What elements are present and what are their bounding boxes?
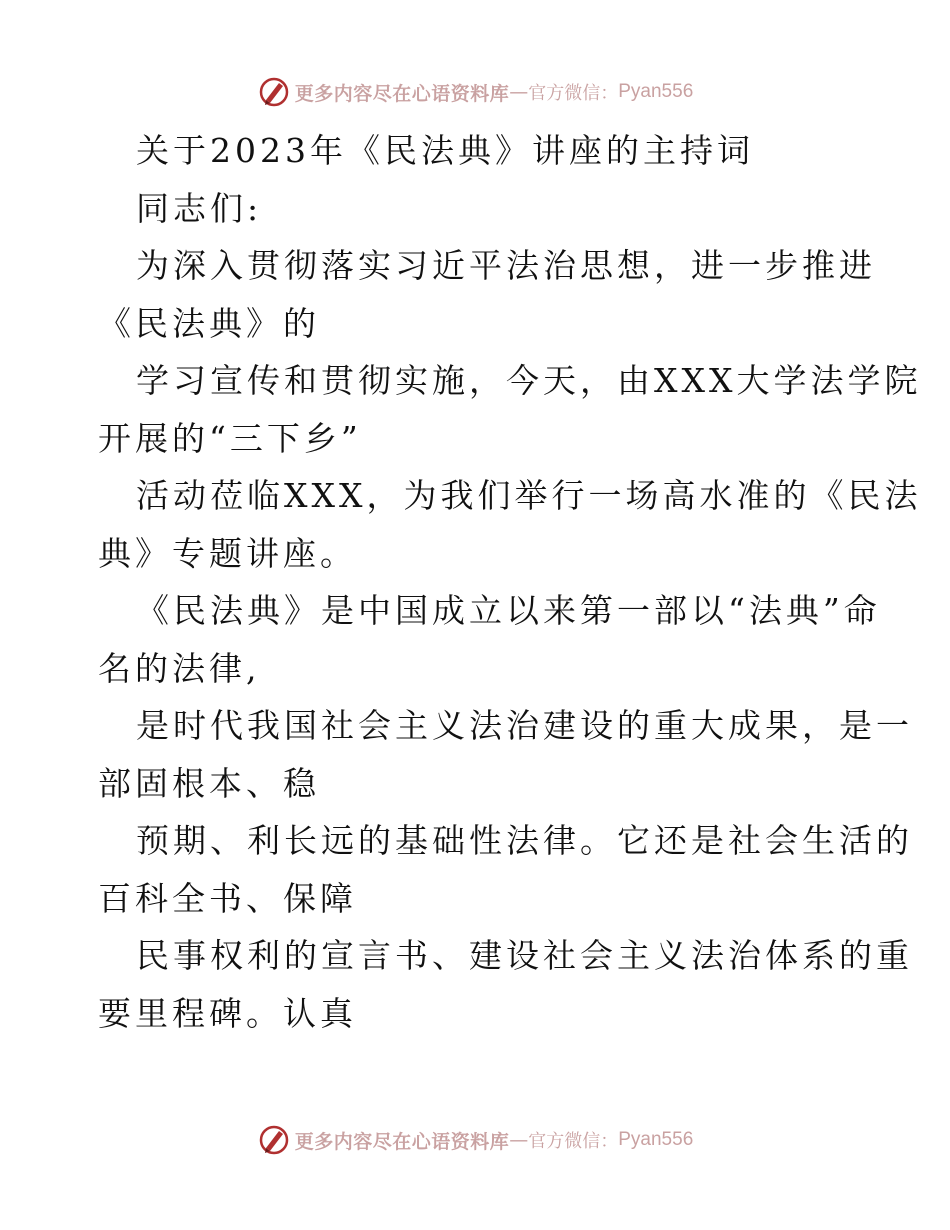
header-watermark-banner: [0, 72, 950, 112]
text-line: 是时代我国社会主义法治建设的重大成果，是一: [136, 706, 913, 745]
watermark-wechat-label: 官方微信：: [528, 83, 619, 104]
text-line: 同志们:: [136, 188, 263, 228]
text-line: 为深入贯彻落实习近平法治思想，进一步推进: [136, 246, 876, 285]
text-line: 名的法律,: [98, 648, 261, 688]
text-line: 要里程碑。认真: [98, 993, 357, 1033]
watermark-wechat-label: 官方微信：: [528, 1131, 619, 1152]
watermark-wechat-id: Pyan556: [618, 81, 694, 102]
watermark-dash: —: [509, 1129, 529, 1151]
pen-logo-icon: [257, 1123, 291, 1157]
text-line: 预期、利长远的基础性法律。它还是社会生活的: [136, 821, 913, 860]
text-line: 《民法典》是中国成立以来第一部以“法典”命: [136, 591, 881, 630]
text-line: 《民法典》的: [98, 303, 320, 343]
text-line: 部固根本、稳: [98, 763, 320, 803]
pen-logo-icon: [257, 75, 291, 109]
text-line: 民事权利的宣言书、建设社会主义法治体系的重: [136, 936, 913, 975]
text-line: 典》专题讲座。: [98, 533, 357, 573]
text-line: 关于2023年《民法典》讲座的主持词: [136, 131, 754, 170]
text-line: 百科全书、保障: [98, 878, 357, 918]
watermark-brand-text: 更多内容尽在心语资料库: [294, 82, 510, 105]
text-line: 活动莅临XXX，为我们举行一场高水准的《民法: [136, 476, 922, 515]
footer-watermark-banner: [0, 1120, 950, 1160]
watermark-wechat-id: Pyan556: [618, 1129, 694, 1150]
document-body: [0, 122, 950, 1042]
watermark-brand-text: 更多内容尽在心语资料库: [294, 1130, 510, 1153]
text-line: 开展的“三下乡”: [98, 418, 362, 458]
watermark-dash: —: [509, 81, 529, 103]
text-line: 学习宣传和贯彻实施，今天，由XXX大学法学院: [136, 361, 922, 400]
